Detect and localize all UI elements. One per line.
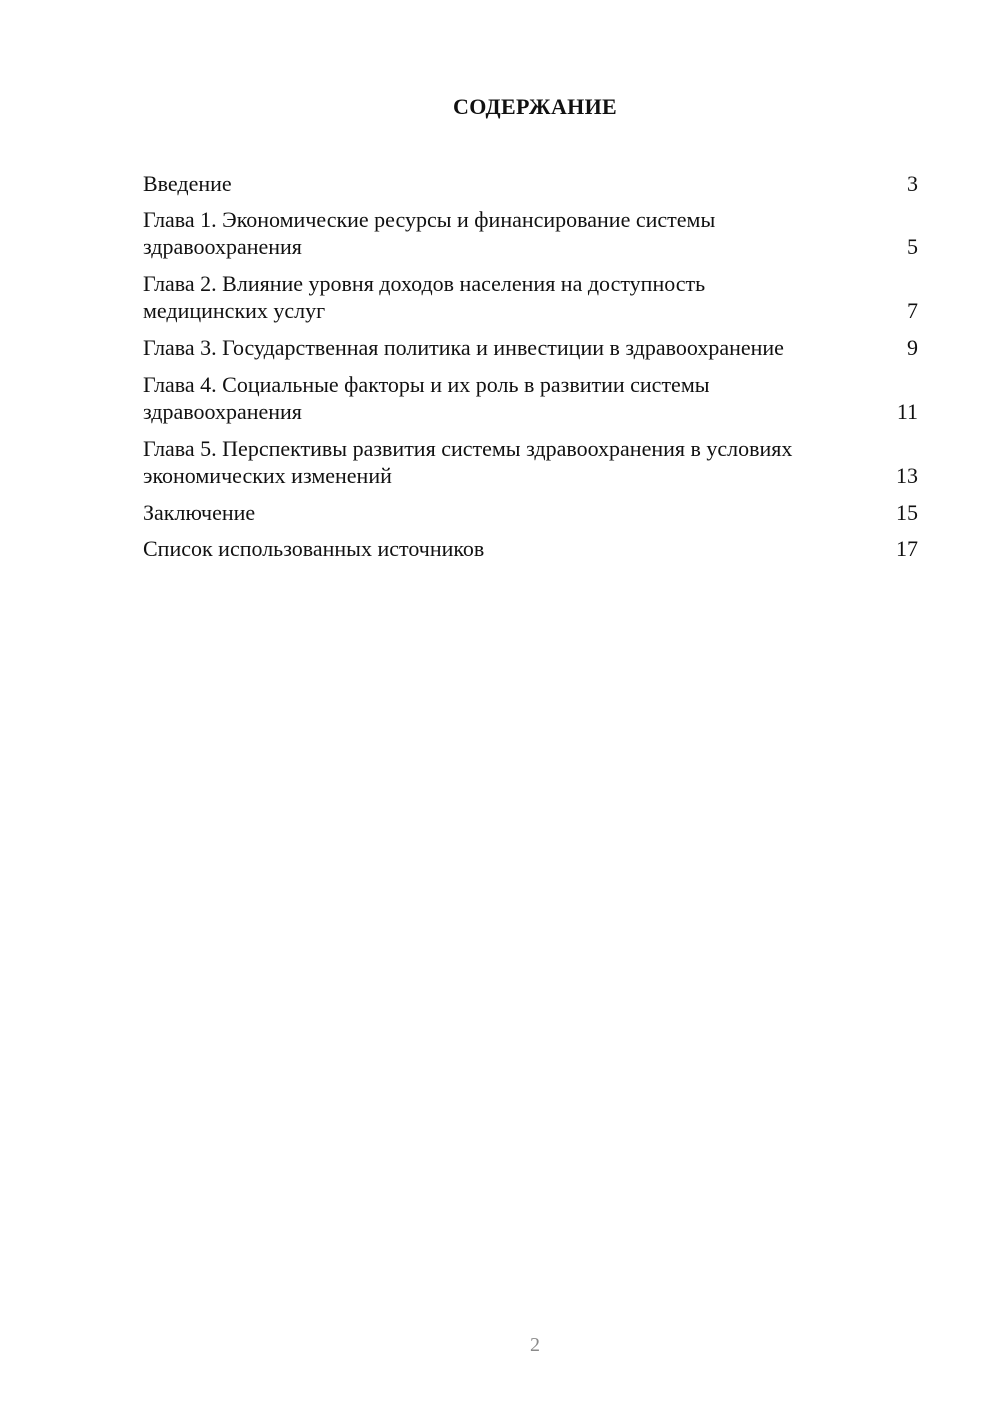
toc-entry-introduction: [143, 170, 918, 197]
toc-entry-page: 3: [907, 171, 918, 196]
toc-entry-title: Глава 1. Экономические ресурсы и финансирование системы здравоохранения: [143, 207, 716, 259]
toc-entry-references: [143, 535, 918, 562]
toc-entry-chapter-2: [143, 270, 918, 324]
toc-entry-page: 7: [907, 298, 918, 323]
toc-entry-title: Глава 4. Социальные факторы и их роль в развитии системы здравоохранения: [143, 372, 710, 424]
toc-entry-title: Глава 3. Государственная политика и инвестиции в здравоохранение: [143, 335, 784, 360]
toc-entry-title: Глава 5. Перспективы развития системы здравоохранения в условиях экономических изменений: [143, 436, 793, 488]
page-number: 2: [530, 1334, 540, 1356]
table-of-contents: [143, 170, 918, 571]
toc-entry-chapter-4: [143, 371, 918, 425]
toc-entry-title: Список использованных источников: [143, 536, 485, 561]
toc-entry-page: 5: [907, 234, 918, 259]
toc-entry-page: 17: [896, 536, 918, 561]
toc-entry-conclusion: [143, 499, 918, 526]
toc-entry-chapter-5: [143, 435, 918, 489]
toc-entry-page: 9: [907, 335, 918, 360]
toc-entry-title: Заключение: [143, 500, 256, 525]
toc-entry-page: 11: [896, 399, 918, 424]
toc-entry-title: Глава 2. Влияние уровня доходов населения на доступность медицинских услуг: [143, 271, 706, 323]
toc-entry-page: 15: [896, 500, 918, 525]
toc-entry-chapter-3: [143, 334, 918, 361]
toc-entry-chapter-1: [143, 206, 918, 260]
page-title: СОДЕРЖАНИЕ: [453, 94, 617, 119]
toc-entry-page: 13: [896, 463, 918, 488]
toc-entry-title: Введение: [143, 171, 232, 196]
